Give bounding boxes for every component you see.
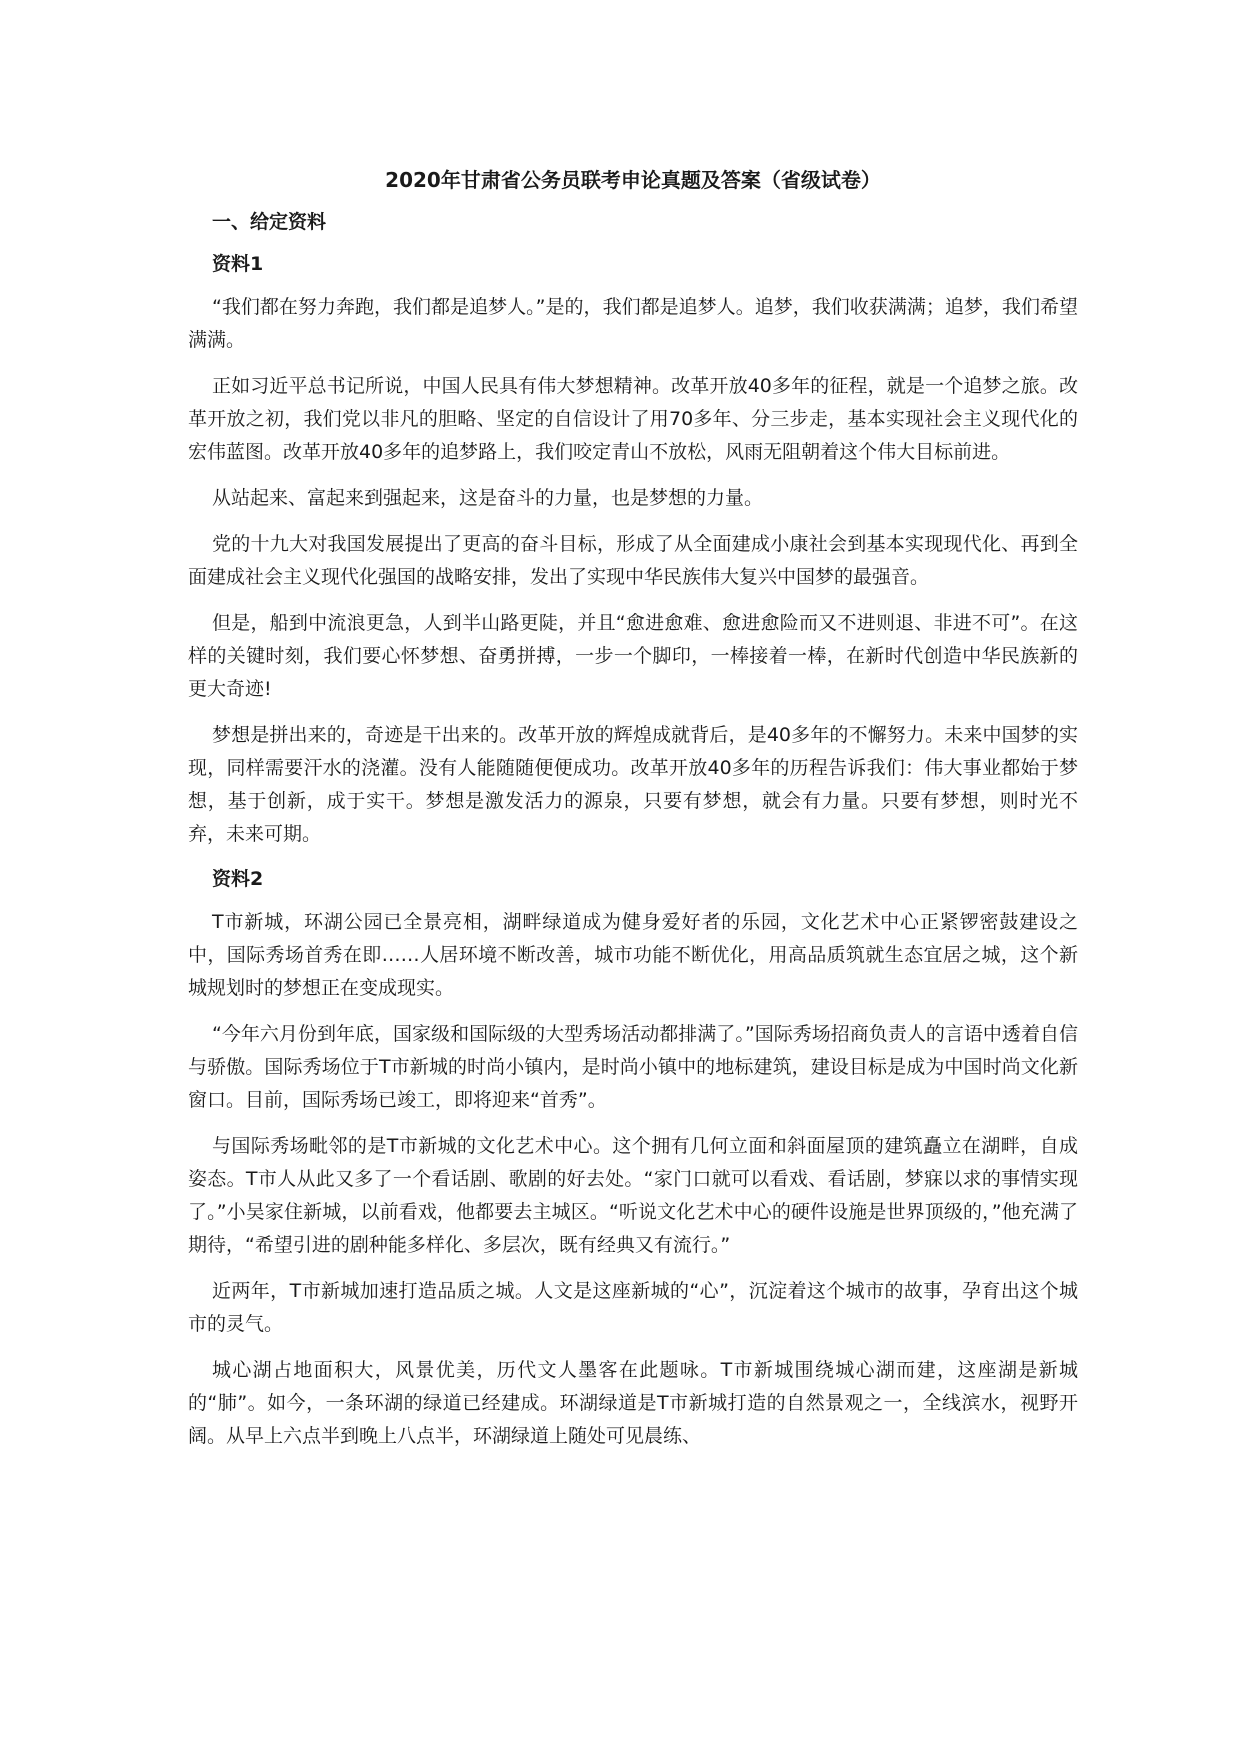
material-2-heading: 资料2 [212, 868, 264, 890]
material-1-heading: 资料1 [212, 253, 264, 275]
paragraph: 近两年，T市新城加速打造品质之城。人文是这座新城的“心”，沉淀着这个城市的故事，孕育出这个城市的灵气。 [188, 1280, 1078, 1335]
paragraph: 梦想是拼出来的，奇迹是干出来的。改革开放的辉煌成就背后，是40多年的不懈努力。未来中国梦的实现，同样需要汗水的浇灌。没有人能随随便便成功。改革开放40多年的历程告诉我们：伟大事业都始于梦想，基于创新，成于实干。梦想是激发活力的源泉，只要有梦想，就会有力量。只要有梦想，则时光不弃，未来可期。 [188, 724, 1078, 845]
document-page [188, 160, 1078, 1466]
paragraph: 与国际秀场毗邻的是T市新城的文化艺术中心。这个拥有几何立面和斜面屋顶的建筑矗立在湖畔，自成姿态。T市人从此又多了一个看话剧、歌剧的好去处。“家门口就可以看戏、看话剧，梦寐以求的事情实现了。”小吴家住新城，以前看戏，他都要去主城区。“听说文化艺术中心的硬件设施是世界顶级的，”他充满了期待，“希望引进的剧种能多样化、多层次，既有经典又有流行。” [188, 1135, 1078, 1256]
paragraph: T市新城，环湖公园已全景亮相，湖畔绿道成为健身爱好者的乐园，文化艺术中心正紧锣密鼓建设之中，国际秀场首秀在即……人居环境不断改善，城市功能不断优化，用高品质筑就生态宜居之城，这个新城规划时的梦想正在变成现实。 [188, 911, 1078, 999]
paragraph: 从站起来、富起来到强起来，这是奋斗的力量，也是梦想的力量。 [212, 487, 764, 509]
section-heading: 一、给定资料 [212, 211, 327, 233]
document-title: 2020年甘肃省公务员联考申论真题及答案（省级试卷） [385, 168, 881, 192]
paragraph: 但是，船到中流浪更急，人到半山路更陡，并且“愈进愈难、愈进愈险而又不进则退、非进不可”。在这样的关键时刻，我们要心怀梦想、奋勇拼搏，一步一个脚印，一棒接着一棒，在新时代创造中华民族新的更大奇迹! [188, 612, 1078, 700]
paragraph: 正如习近平总书记所说，中国人民具有伟大梦想精神。改革开放40多年的征程，就是一个追梦之旅。改革开放之初，我们党以非凡的胆略、坚定的自信设计了用70多年、分三步走，基本实现社会主义现代化的宏伟蓝图。改革开放40多年的追梦路上，我们咬定青山不放松，风雨无阻朝着这个伟大目标前进。 [188, 375, 1078, 463]
paragraph: 城心湖占地面积大，风景优美，历代文人墨客在此题咏。T市新城围绕城心湖而建，这座湖是新城的“肺”。如今，一条环湖的绿道已经建成。环湖绿道是T市新城打造的自然景观之一，全线滨水，视野开阔。从早上六点半到晚上八点半，环湖绿道上随处可见晨练、 [188, 1359, 1078, 1447]
paragraph: “今年六月份到年底，国家级和国际级的大型秀场活动都排满了。”国际秀场招商负责人的言语中透着自信与骄傲。国际秀场位于T市新城的时尚小镇内，是时尚小镇中的地标建筑，建设目标是成为中国时尚文化新窗口。目前，国际秀场已竣工，即将迎来“首秀”。 [188, 1023, 1078, 1111]
paragraph: “我们都在努力奔跑，我们都是追梦人。”是的，我们都是追梦人。追梦，我们收获满满；追梦，我们希望满满。 [188, 296, 1078, 351]
paragraph: 党的十九大对我国发展提出了更高的奋斗目标，形成了从全面建成小康社会到基本实现现代化、再到全面建成社会主义现代化强国的战略安排，发出了实现中华民族伟大复兴中国梦的最强音。 [188, 533, 1078, 588]
